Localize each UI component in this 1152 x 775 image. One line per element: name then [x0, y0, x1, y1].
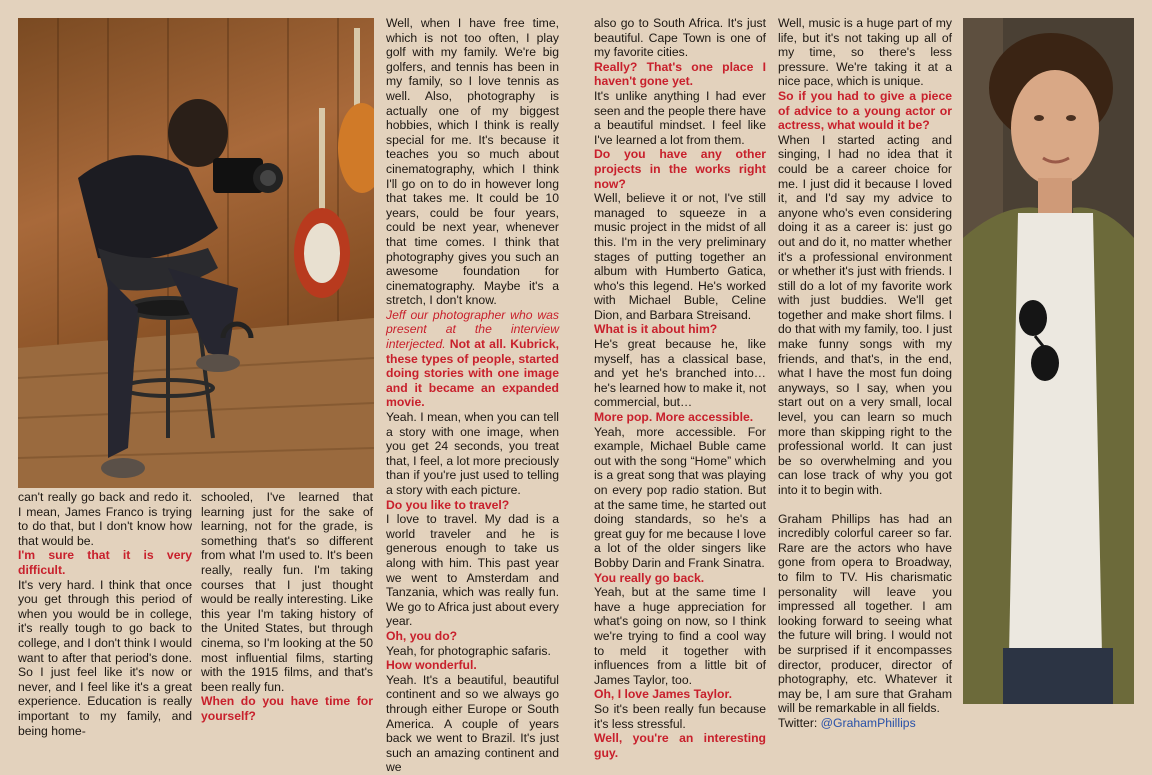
- twitter-handle-link[interactable]: @GrahamPhillips: [820, 715, 916, 730]
- twitter-line: [778, 716, 952, 731]
- col4-paragraph-5: Yeah, more accessible. For example, Michael Buble came out with the song “Home” which is a great song that was playing on every pop radio station. But at the same time, he started out doing standards, so he's a great guy for me because I love a lot of the older singers like Bobby Darin and Frank Sinatra.: [594, 424, 766, 570]
- col4-question-4: More pop. More accessible.: [594, 410, 754, 425]
- col5-question-1: So if you had to give a piece of advice to a young actor or actress, what would it be?: [778, 88, 952, 133]
- col4-question-2: Do you have any other projects in the works right now?: [594, 147, 766, 191]
- col4-paragraph-1: also go to South Africa. It's just beautiful. Cape Town is one of my favorite cities.: [594, 16, 766, 60]
- col4-question-5: You really go back.: [594, 570, 705, 585]
- photo-photographer-with-camera: [18, 18, 374, 488]
- photo-portrait-graham: [963, 18, 1134, 704]
- col3-question-3: Oh, you do?: [386, 628, 458, 643]
- col3-photographer-interjection: [386, 308, 559, 410]
- col5-paragraph-1: Well, music is a huge part of my life, but it's not taking up all of my time, so there's less pressure. We're taking it at a nice pace, which is unique.: [778, 16, 952, 89]
- photographer-illustration: [18, 18, 374, 488]
- col4-question-7: Well, you're an interesting guy.: [594, 731, 766, 760]
- col5-paragraph-2: When I started acting and singing, I had no idea that it could be a career choice for me. I just did it because I loved it, and I'd say my advice to anyone who's even considering doing it as a career is: just go out and do it, no matter whether it's a professional environment or whether it's just with friends. I still do a lot of my favorite work with just buddies. We'll get together and make short films. I do that with my family, too. I just make funny songs with my friends, and that's, in the end, what I have the most fun doing anyways, so I say, when you start out on a very small, local level, you can learn so much more than skipping right to the professional world. It can just be so overwhelming and you can lose track of why you got into it to begin with.: [778, 132, 952, 497]
- col4-paragraph-6: Yeah, but at the same time I have a huge appreciation for what's going on now, so I think we're trying to find a cool way to meld it together with influences from a little bit of James Taylor, too.: [594, 585, 766, 687]
- col4-paragraph-4: He's great because he, like myself, has a classical base, and yet he's branched into… he's learned how to make it, not commercial, but…: [594, 337, 766, 410]
- col4-question-6: Oh, I love James Taylor.: [594, 687, 732, 702]
- twitter-label: Twitter:: [778, 715, 818, 730]
- paragraph-gap: [778, 498, 952, 512]
- portrait-illustration: [963, 18, 1134, 704]
- col4-question-1: Really? That's one place I haven't gone yet.: [594, 59, 766, 89]
- col3-question-1: Not at all. Kubrick, these types of people, started doing stories with one image and it became an expanded movie.: [386, 337, 560, 410]
- column-5: [778, 16, 952, 731]
- col3-paragraph-2: Yeah. I mean, when you can tell a story with one image, when you get 24 seconds, you treat that, I feel, a lot more preciously than if you're just used to telling a story with each picture.: [386, 410, 559, 497]
- col3-note: Jeff our photographer who was present at the interview interjected.: [386, 307, 559, 352]
- col2-question-1: When do you have time for yourself?: [201, 694, 373, 723]
- col3-paragraph-5: Yeah. It's a beautiful, beautiful continent and so we always go through either Europe or South America. A couple of years back we went to Brazil. It's just such an amazing continent and we: [386, 672, 559, 775]
- column-4: [594, 16, 766, 760]
- col3-question-2: Do you like to travel?: [386, 497, 510, 512]
- col1-paragraph-2: It's very hard. I think that once you get through this period of when you would be in college, it's really tough to go back to college, and I don't think I would want to after that period's done. So I just feel like it's now or never, and I feel like it's a great experience. Education is really important to my family, and being home-: [18, 577, 192, 738]
- col4-question-3: What is it about him?: [594, 322, 718, 337]
- col3-paragraph-3: I love to travel. My dad is a world traveler and he is generous enough to take us along with him. This past year we went to Amsterdam and Tanzania, which was really fun. We go to Africa just about every year.: [386, 512, 559, 629]
- col2-paragraph-1: schooled, I've learned that learning just for the sake of learning, not for the grade, is something that's so different from what I'm used to. It's been really, really fun. I'm taking courses that I just thought would be really interesting. Like this year I'm taking history of the United States, but through cinema, so I'm looking at the 50 most influential films, starting with the 1915 films, and that's been really fun.: [201, 490, 373, 694]
- col5-paragraph-3: Graham Phillips has had an incredibly colorful career so far. Rare are the actors who have gone from opera to Broadway, to film to TV. His charismatic personality will leave you impressed all together. I am looking forward to seeing what the future will bring. I would not be surprised if it encompasses director, producer, director of photography, etc. Whatever it may be, I am sure that Graham will be remarkable in all fields.: [778, 511, 952, 716]
- col3-paragraph-4: Yeah, for photographic safaris.: [386, 643, 551, 658]
- col1-question-1: I'm sure that it is very difficult.: [18, 548, 192, 577]
- guitar-sunburst: [338, 28, 374, 193]
- column-1: [18, 490, 192, 738]
- column-3: [386, 16, 559, 775]
- col4-paragraph-7: So it's been really fun because it's less stressful.: [594, 701, 766, 731]
- col3-paragraph-1: Well, when I have free time, which is not too often, I play golf with my family. We're big golfers, and tennis has been in my family, so I love tennis as well. Also, photography is actually one of my biggest hobbies, which I think is really special for me. It's because it teaches you so much about cinematography, which I think I'll go on to do in however long that takes me. It could be 10 years, could be four years, could be next year, whenever that time comes. I think that photography gives you such an awesome foundation for cinematography. Maybe it's a stretch, I don't know.: [386, 16, 559, 308]
- col4-paragraph-2: It's unlike anything I had ever seen and the people there have a beautiful mindset. I feel like I've learned a lot from them.: [594, 88, 766, 147]
- col1-paragraph-1: can't really go back and redo it. I mean, James Franco is trying to do that, but I don't know how that would be.: [18, 490, 192, 548]
- column-2: [201, 490, 373, 724]
- col3-question-4: How wonderful.: [386, 658, 477, 673]
- col4-paragraph-3: Well, believe it or not, I've still managed to squeeze in a music project in the midst of all this. I'm in the very preliminary stages of putting together an album with Humberto Gatica, who's this legend. He's worked with Michael Buble, Celine Dion, and Barbara Streisand.: [594, 191, 766, 322]
